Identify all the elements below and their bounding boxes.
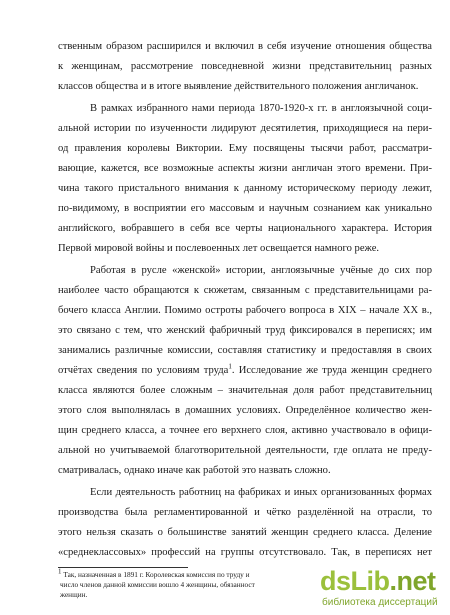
text-line: чина такого пристального внимания к данному историческому периоду лежит, bbox=[58, 183, 432, 194]
watermark-caption: библиотека диссертаций bbox=[322, 597, 438, 608]
text-line: В рамках избранного нами периода 1870-1920-х гг. в англоязычной соци- bbox=[90, 103, 432, 114]
text-line: английского, вобравшего в себя все черты национального характера. История bbox=[58, 223, 432, 234]
text-line: ственным образом расширился и включил в себя изучение отношения общества bbox=[58, 41, 432, 52]
text-line: альной истории по изученности лидируют десятилетия, приходящиеся на пери- bbox=[58, 123, 432, 134]
footnote-line bbox=[58, 567, 358, 579]
text-segment: отчётах сведения по условиям труда bbox=[58, 365, 229, 376]
text-line: Работая в русле «женской» истории, англоязычные учёные до сих пор bbox=[90, 265, 432, 276]
footnote-text: Так, назначенная в 1891 г. Королевская комиссия по труду и bbox=[63, 570, 250, 579]
text-line: к женщинам, рассмотрение повседневной жизни представительниц разных bbox=[58, 61, 432, 72]
footnote-separator bbox=[58, 567, 188, 568]
text-line: «среднеклассовых» профессий на группы отсутствовало. Так, в переписях нет bbox=[58, 547, 432, 558]
text-line: по-видимому, в восприятии его массовым и научным сознанием как уникально bbox=[58, 203, 432, 214]
text-line: этого нельзя сказать о большинстве занятий женщин среднего класса. Деление bbox=[58, 527, 432, 538]
text-line: од правления королевы Виктории. Ему посвящены тысячи работ, рассматри- bbox=[58, 143, 432, 154]
text-line bbox=[58, 364, 432, 377]
footnote-reference[interactable]: 1 bbox=[228, 362, 232, 371]
text-line: бочего класса Англии. Помимо остроты рабочего вопроса в XIX – начале XX в., bbox=[58, 305, 432, 316]
text-line: занимались различные комиссии, составляя статистику и предоставляя в своих bbox=[58, 345, 432, 356]
text-line: Если деятельность работниц на фабриках и иных организованных формах bbox=[90, 487, 432, 498]
text-line: Первой мировой войны и послевоенных лет освещается намного реже. bbox=[58, 243, 380, 254]
text-line: сматривалась, однако иначе как работой это назвать сложно. bbox=[58, 465, 331, 476]
watermark-logo-tld: .net bbox=[389, 566, 436, 596]
text-line: это связано с тем, что женский фабричный труд фиксировался в переписях; им bbox=[58, 325, 432, 336]
watermark-logo bbox=[320, 566, 436, 597]
text-line: классов общества и в итоге выявление действительного положения англичанок. bbox=[58, 81, 419, 92]
text-segment: . Исследование же труда женщин среднего bbox=[231, 365, 432, 376]
text-line: щин среднего класса, а точнее его верхнего слоя, активно участвовало в офици- bbox=[58, 425, 432, 436]
footnote-mark: 1 bbox=[58, 567, 62, 576]
text-line: производства была регламентированной и чётко разделённой на отрасли, то bbox=[58, 507, 432, 518]
text-line: наиболее часто обращаются к сюжетам, связанным с представительницами ра- bbox=[58, 285, 432, 296]
text-line: альной но учитываемой благотворительной деятельности, где оплата не преду- bbox=[58, 445, 432, 456]
watermark-logo-main: dsLib bbox=[320, 566, 390, 596]
text-line: этого слоя выполнялась в домашних условиях. Определённое количество жен- bbox=[58, 405, 432, 416]
watermark[interactable] bbox=[320, 566, 438, 610]
footnote-line: женщин. bbox=[60, 590, 88, 599]
text-line: класса являются более сложным – значительная доля работ представительниц bbox=[58, 385, 432, 396]
text-line: вающие, кажется, все возможные аспекты жизни англичан этого времени. При- bbox=[58, 163, 432, 174]
footnote-line: число членов данной комиссии вошло 4 женщины, обязанност bbox=[60, 580, 255, 589]
